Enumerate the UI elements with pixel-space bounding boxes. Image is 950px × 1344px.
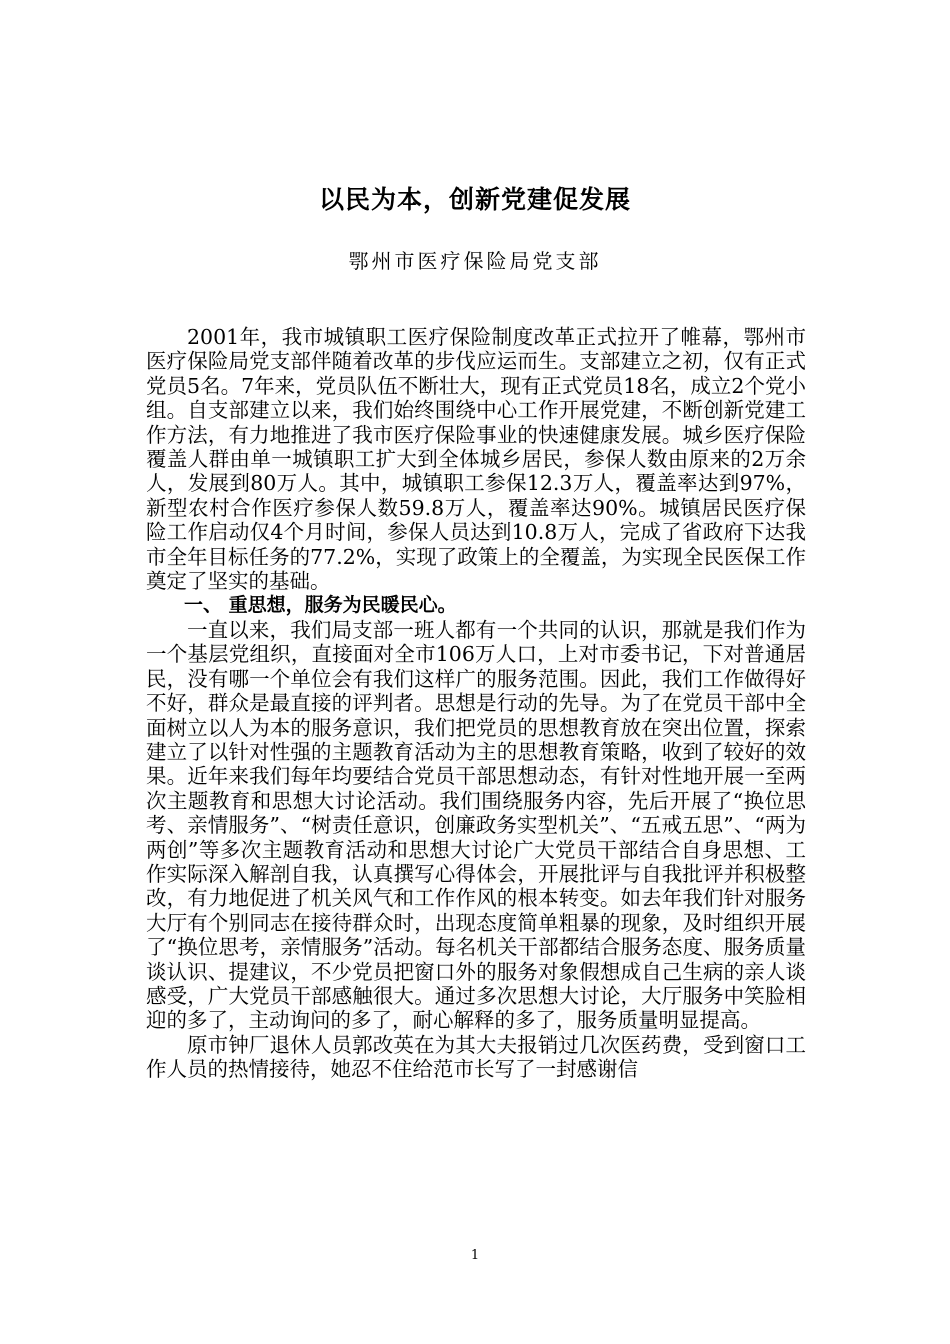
document-title: 以民为本，创新党建促发展 bbox=[318, 185, 631, 214]
section-heading: 一、 重思想，服务为民暖民心。 bbox=[184, 594, 457, 617]
body-paragraph: 原市钟厂退休人员郭改英在为其大夫报销过几次医药费，受到窗口工作人员的热情接待，她忍不住给范市长写了一封感谢信 bbox=[146, 1032, 806, 1082]
body-paragraph: 2001年，我市城镇职工医疗保险制度改革正式拉开了帷幕，鄂州市医疗保险局党支部伴随着改革的步伐应运而生。支部建立之初，仅有正式党员5名。7年来，党员队伍不断壮大，现有正式党员18名，成立2个党小组。自支部建立以来，我们始终围绕中心工作开展党建，不断创新党建工作方法，有力地推进了我市医疗保险事业的快速健康发展。城乡医疗保险覆盖人群由单一城镇职工扩大到全体城乡居民，参保人数由原来的2万余人，发展到80万人。其中，城镇职工参保12.3万人，覆盖率达到97%，新型农村合作医疗参保人数59.8万人，覆盖率达90%。城镇居民医疗保险工作启动仅4个月时间，参保人员达到10.8万人，完成了省政府下达我市全年目标任务的77.2%，实现了政策上的全覆盖，为实现全民医保工作奠定了坚实的基础。 bbox=[146, 325, 806, 594]
document-author: 鄂州市医疗保险局党支部 bbox=[348, 249, 602, 273]
page-number: 1 bbox=[470, 1248, 480, 1263]
body-paragraph: 一直以来，我们局支部一班人都有一个共同的认识，那就是我们作为一个基层党组织，直接面对全市106万人口，上对市委书记，下对普通居民，没有哪一个单位会有我们这样广的服务范围。因此，我们工作做得好不好，群众是最直接的评判者。思想是行动的先导。为了在党员干部中全面树立以人为本的服务意识，我们把党员的思想教育放在突出位置，探索建立了以针对性强的主题教育活动为主的思想教育策略，收到了较好的效果。近年来我们每年均要结合党员干部思想动态，有针对性地开展一至两次主题教育和思想大讨论活动。我们围绕服务内容，先后开展了“换位思考、亲情服务”、“树责任意识，创廉政务实型机关”、“五戒五思”、“两为两创”等多次主题教育活动和思想大讨论广大党员干部结合自身思想、工作实际深入解剖自我，认真撰写心得体会，开展批评与自我批评并积极整改，有力地促进了机关风气和工作作风的根本转变。如去年我们针对服务大厅有个别同志在接待群众时，出现态度简单粗暴的现象，及时组织开展了“换位思考，亲情服务”活动。每名机关干部都结合服务态度、服务质量谈认识、提建议，不少党员把窗口外的服务对象假想成自己生病的亲人谈感受，广大党员干部感触很大。通过多次思想大讨论，大厅服务中笑脸相迎的多了，主动询问的多了，耐心解释的多了，服务质量明显提高。 bbox=[146, 617, 806, 1033]
document-body bbox=[146, 325, 806, 1082]
